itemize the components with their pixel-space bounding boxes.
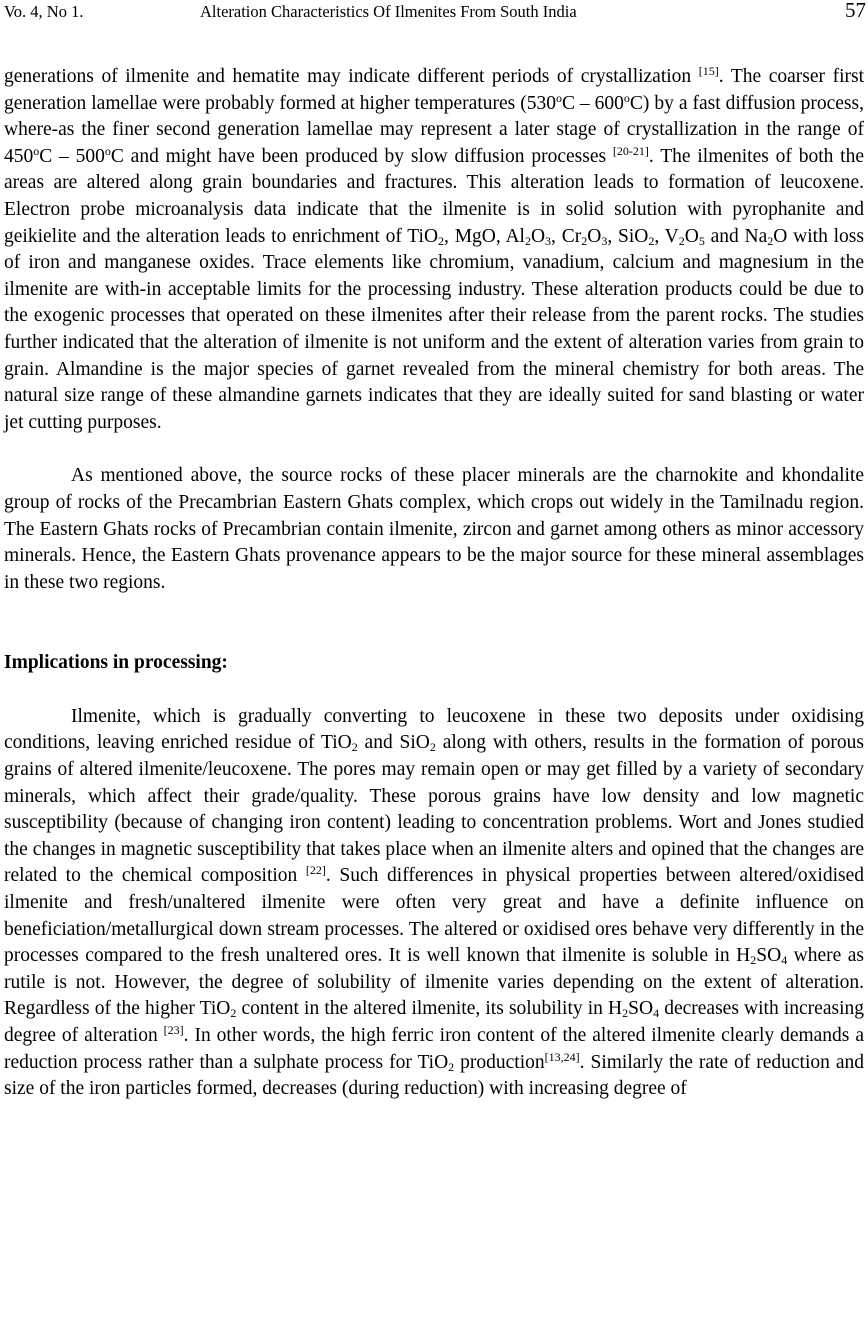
section-heading: Implications in processing: [4, 652, 228, 674]
section-gap [4, 596, 864, 650]
paragraph-gap [4, 677, 864, 704]
journal-volume: Vo. 4, No 1. [4, 2, 84, 21]
paragraph-crystallization: generations of ilmenite and hematite may indicate different periods of crystallization [15]. The coarser first generation lamellae were probably formed at higher temperatures (530$^o$C – 600$^o$C) by a fast diffusion process, where-as the finer second generation lamellae may represent a later stage of crystallization in the range of 450$^o$C – 500$^o$C and might have been produced by slow diffusion processes [20-21]. The ilmenites of both the areas are altered along grain boundaries and fractures. This alteration leads to formation of leucoxene. Electron probe microanalysis data indicate that the ilmenite is in solid solution with pyrophanite and geikielite and the alteration leads to enrichment of TiO$_2$, MgO, $Al_2O_3$, $Cr_2O_3$, SiO$_2$, $V_2O_5$ and $Na_2O$ with loss of iron and manganese oxides. Trace elements like chromium, vanadium, calcium and magnesium in the ilmenite are with-in acceptable limits for the processing industry. These alteration products could be due to the exogenic processes that operated on these ilmenites after their release from the parent rocks. The studies further indicated that the alteration of ilmenite is not uniform and the extent of alteration varies from grain to grain. Almandine is the major species of garnet revealed from the mineral chemistry for both areas. The natural size range of these almandine garnets indicates that they are ideally suited for sand blasting or water jet cutting purposes. [4, 64, 864, 433]
paragraph-processing: Ilmenite, which is gradually converting to leucoxene in these two deposits under oxidising conditions, leaving enriched residue of TiO$_2$ and SiO$_2$ along with others, results in the formation of porous grains of altered ilmenite/leucoxene. The pores may remain open or may get filled by a variety of secondary minerals, which affect their grade/quality. These porous grains have low density and low magnetic susceptibility (because of changing iron content) leading to concentration problems. Wort and Jones studied the changes in magnetic susceptibility that takes place when an ilmenite alters and opined that the changes are related to the chemical composition [22]. Such differences in physical properties between altered/oxidised ilmenite and fresh/unaltered ilmenite were often very great and have a definite influence on beneficiation/metallurgical down stream processes. The altered or oxidised ores behave very differently in the processes compared to the fresh unaltered ores. It is well known that ilmenite is soluble in $H_2SO_4$ where as rutile is not. However, the degree of solubility of ilmenite varies depending on the extent of alteration. Regardless of the higher TiO$_2$ content in the altered ilmenite, its solubility in $H_2SO_4$ decreases with increasing degree of alteration [23]. In other words, the high ferric iron content of the altered ilmenite clearly demands a reduction process rather than a sulphate process for TiO$_2$ production[13,24]. Similarly the rate of reduction and size of the iron particles formed, decreases (during reduction) with increasing degree of [4, 705, 865, 1100]
article-body [4, 64, 864, 1103]
paragraph-source-rocks: As mentioned above, the source rocks of these placer minerals are the charnokite and khondalite group of rocks of the Precambrian Eastern Ghats complex, which crops out widely in the Tamilnadu region. The Eastern Ghats rocks of Precambrian contain ilmenite, zircon and garnet among others as minor accessory minerals. Hence, the Eastern Ghats provenance appears to be the major source for these mineral assemblages in these two regions. [4, 465, 864, 593]
page-number: 57 [845, 0, 866, 22]
running-header [0, 0, 868, 26]
paragraph-gap [4, 436, 864, 463]
running-title: Alteration Characteristics Of Ilmenites From South India [200, 2, 577, 21]
